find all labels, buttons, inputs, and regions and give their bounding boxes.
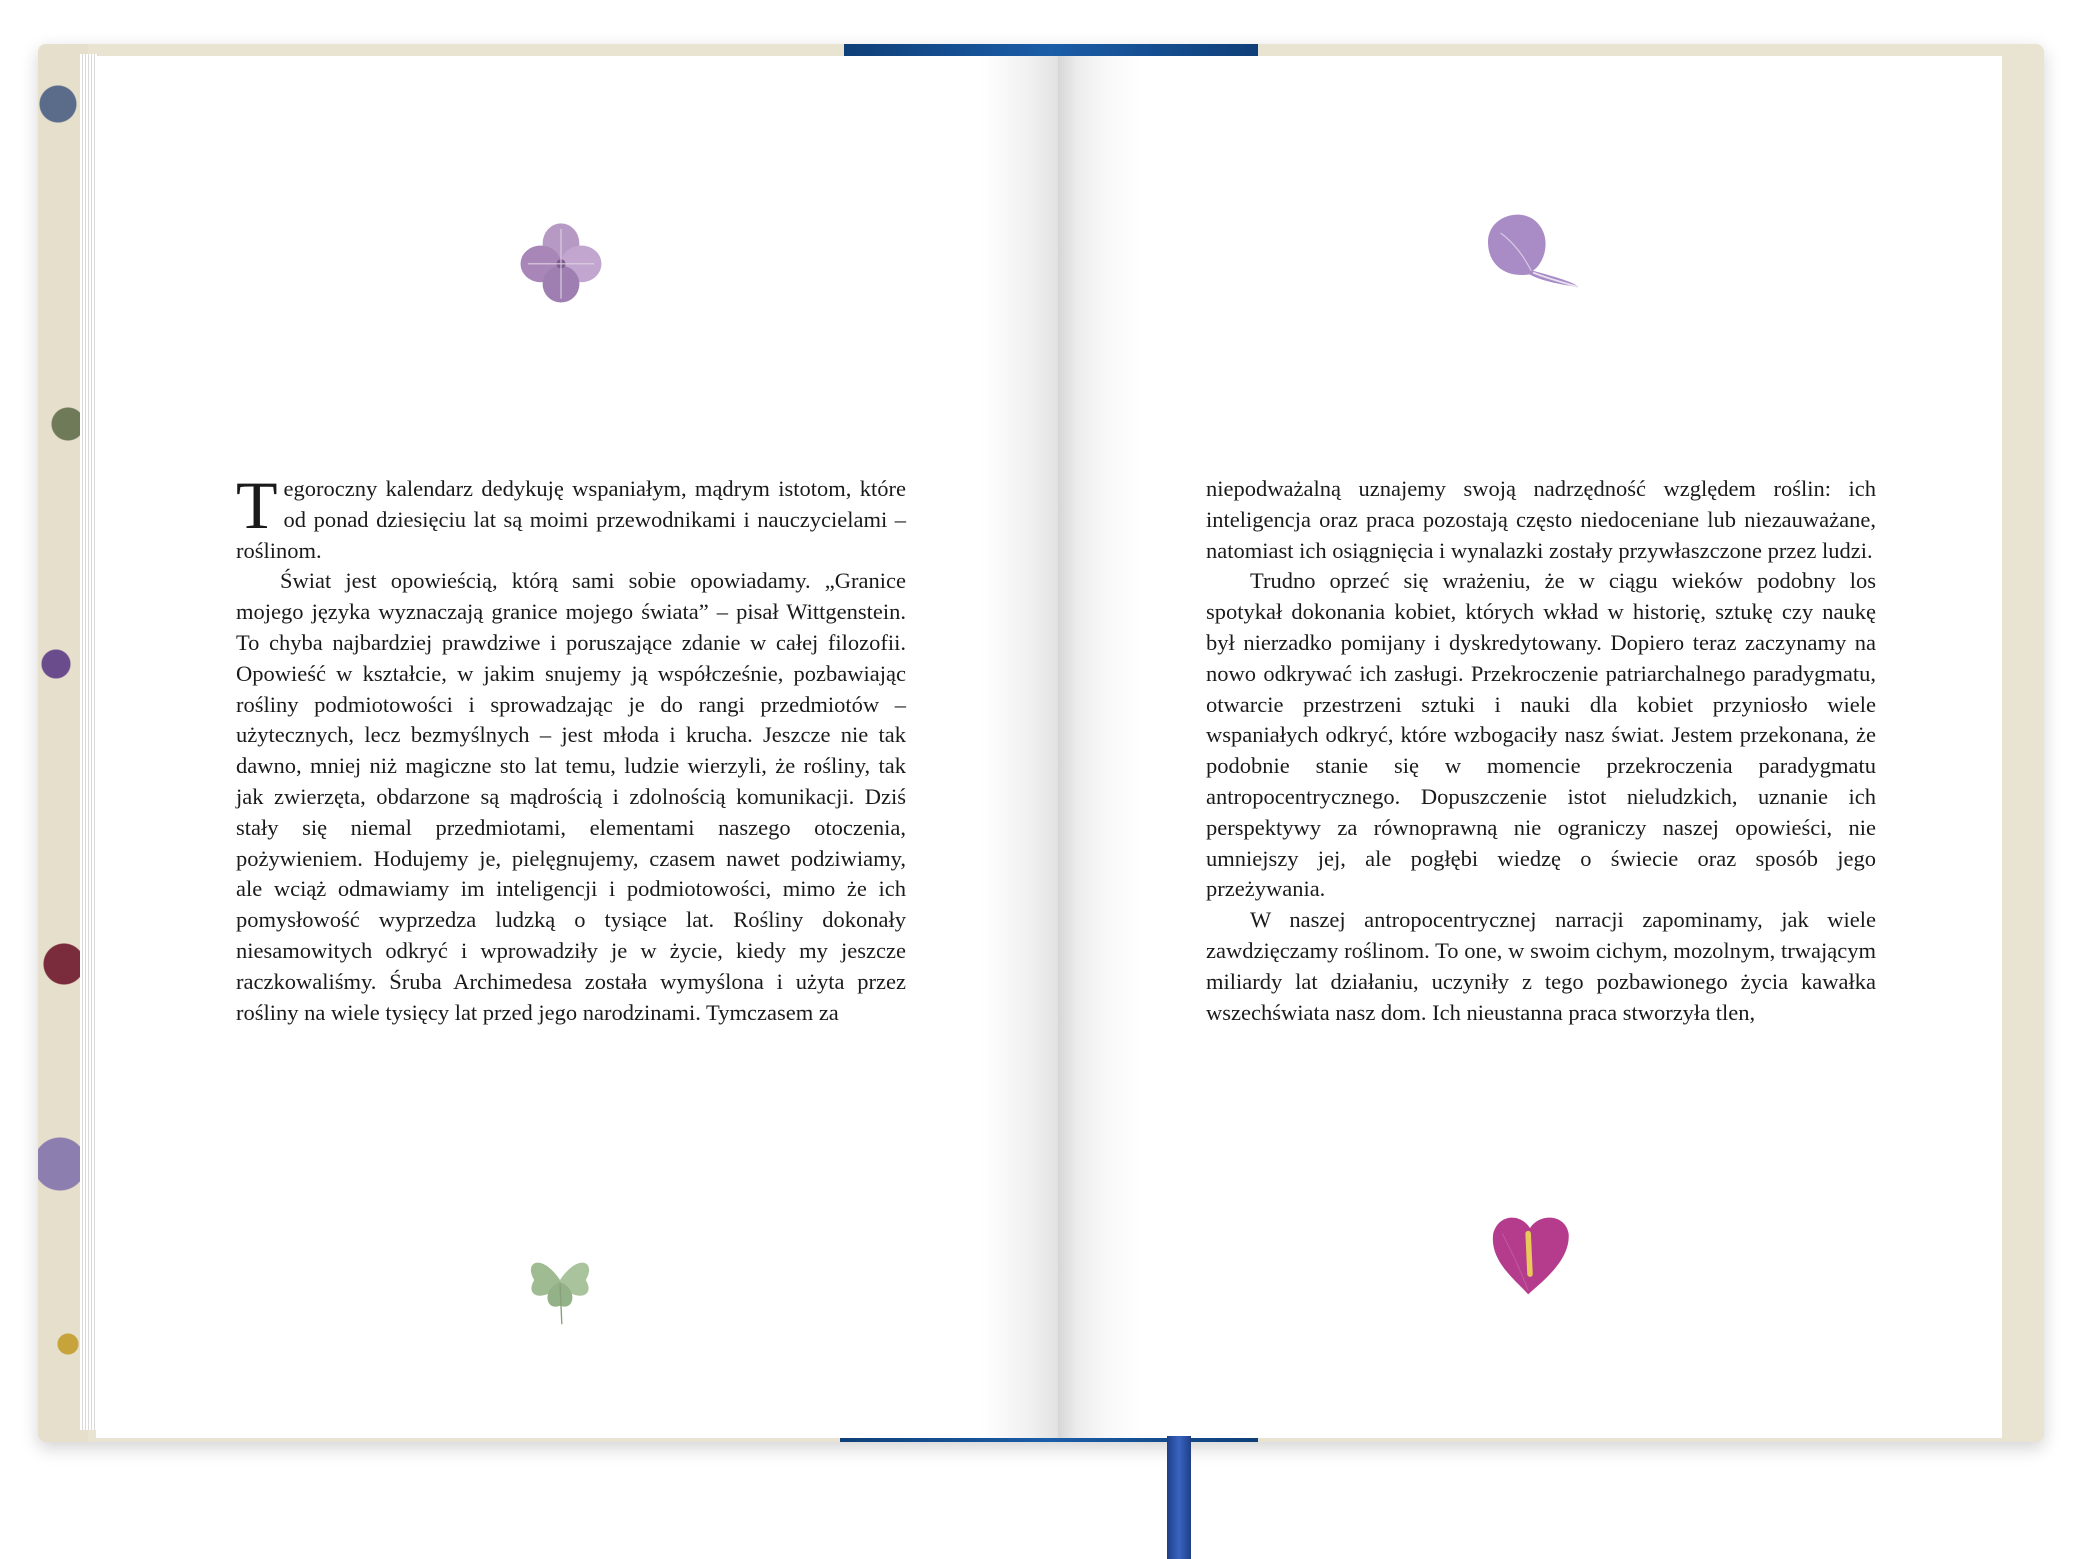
pink-petal-icon bbox=[1484, 1206, 1576, 1298]
paragraph: W naszej antropocentrycznej narracji zapominamy, jak wiele zawdzięczamy roślinom. To one, w swoim cichym, mozolnym, trwającym miliardy lat działaniu, uczyniły z tego pozbawionego życia kawałka wszechświata nasz dom. Ich nieustanna praca stworzyła tlen, bbox=[1206, 907, 1876, 1025]
left-page-text bbox=[236, 467, 906, 1028]
paragraph bbox=[236, 467, 906, 566]
ribbon-bookmark bbox=[1167, 1436, 1191, 1559]
clover-leaf-icon bbox=[514, 1234, 606, 1326]
hydrangea-flower-icon bbox=[515, 216, 607, 308]
left-page bbox=[96, 56, 1058, 1438]
violet-petal-icon bbox=[1478, 206, 1588, 296]
paragraph: Świat jest opowieścią, którą sami sobie opowiadamy. „Granice mojego języka wyznaczają granice mojego świata” – pisał Wittgenstein. To chyba najbardziej prawdziwe i poruszające zdanie w całej filozofii. Opowieść w kształcie, w jakim snujemy ją współcześnie, pozbawiając rośliny podmiotowości i sprowadzając je do rangi przedmiotów – użytecznych, lecz bezmyślnych – jest młoda i krucha. Jeszcze nie tak dawno, mniej niż magiczne sto lat temu, ludzie wierzyli, że rośliny, tak jak zwierzęta, obdarzone są mądrością i zdolnością komunikacji. Dziś stały się niemal przedmiotami, elementami naszego otoczenia, pożywieniem. Hodujemy je, pielęgnujemy, czasem nawet podziwiamy, ale wciąż odmawiamy im inteligencji i podmiotowości, mimo że ich pomysłowość wyprzedza ludzką o tysiące lat. Rośliny dokonały niesamowitych odkryć i wprowadziły je w życie, kiedy my jeszcze raczkowaliśmy. Śruba Archimedesa została wymyślona i użyta przez rośliny na wiele tysięcy lat przed jego narodzinami. Tymczasem za bbox=[236, 568, 906, 1025]
right-page-text bbox=[1206, 474, 1876, 1028]
paragraph: Trudno oprzeć się wrażeniu, że w ciągu wieków podobny los spotykał dokonania kobiet, których wkład w historię, sztukę czy naukę był nierzadko pomijany i dyskredytowany. Dopiero teraz zaczynamy na nowo odkrywać ich zasługi. Przekroczenie patriarchalnego paradygmatu, otwarcie przestrzeni sztuki i nauki dla kobiet przyniosło wiele wspaniałych odkryć, które wzbogaciły nasz świat. Jestem przekonana, że podobnie stanie się w momencie przekroczenia paradygmatu antropocentrycznego. Dopuszczenie istot nieludzkich, uznanie ich perspektywy za równoprawną nie ograniczy naszej opowieści, nie umniejszy jej, ale pogłębi wiedzę o świecie oraz sposób jego przeżywania. bbox=[1206, 568, 1876, 902]
paragraph-text: egoroczny kalendarz dedykuję wspaniałym, mądrym istotom, które od ponad dziesięciu lat są moimi przewodnikami i nauczycielami – roślinom. bbox=[236, 476, 906, 563]
right-page bbox=[1058, 56, 2002, 1438]
drop-cap: T bbox=[236, 467, 278, 543]
paragraph: niepodważalną uznajemy swoją nadrzędność względem roślin: ich inteligencja oraz praca pozostają często niedoceniane lub niezauważane, natomiast ich osiągnięcia i wynalazki zostały przywłaszczone przez ludzi. bbox=[1206, 476, 1876, 563]
